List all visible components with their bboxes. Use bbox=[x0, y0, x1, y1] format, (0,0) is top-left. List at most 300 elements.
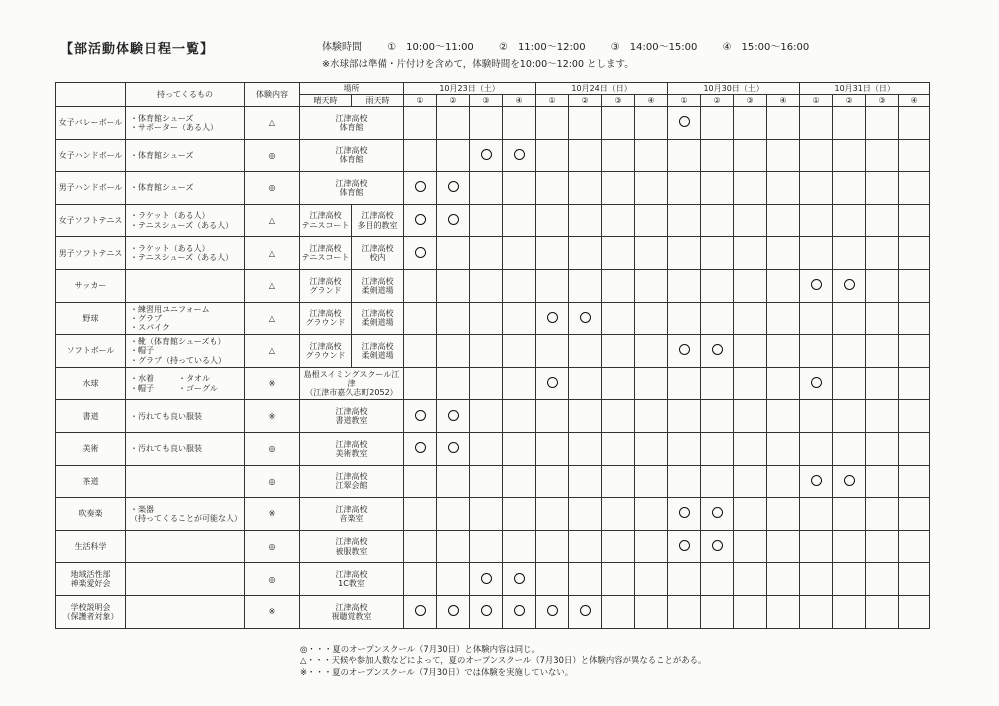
circle-mark-icon bbox=[415, 442, 426, 453]
schedule-cell bbox=[404, 400, 437, 433]
schedule-cell bbox=[899, 302, 930, 335]
club-name: 書道 bbox=[56, 400, 126, 433]
schedule-cell bbox=[536, 465, 569, 498]
header-items: 持ってくるもの bbox=[126, 83, 245, 107]
schedule-cell bbox=[701, 498, 734, 531]
schedule-cell bbox=[437, 400, 470, 433]
schedule-cell bbox=[767, 498, 800, 531]
schedule-cell bbox=[767, 563, 800, 596]
content-symbol: ※ bbox=[245, 595, 300, 628]
club-name: 水球 bbox=[56, 367, 126, 400]
place-sunny: 江津高校 美術教室 bbox=[300, 432, 404, 465]
item-line: ・汚れても良い服装 bbox=[130, 411, 202, 421]
schedule-cell bbox=[404, 269, 437, 302]
schedule-cell bbox=[734, 107, 767, 140]
schedule-cell bbox=[734, 432, 767, 465]
schedule-cell bbox=[800, 107, 833, 140]
schedule-cell bbox=[866, 530, 899, 563]
schedule-cell bbox=[503, 139, 536, 172]
item-line: ・汚れても良い服装 bbox=[130, 444, 202, 454]
schedule-cell bbox=[569, 465, 602, 498]
schedule-cell bbox=[569, 172, 602, 205]
schedule-cell bbox=[437, 465, 470, 498]
schedule-cell bbox=[767, 335, 800, 368]
schedule-cell bbox=[602, 595, 635, 628]
schedule-cell bbox=[437, 367, 470, 400]
schedule-cell bbox=[833, 204, 866, 237]
schedule-cell bbox=[503, 563, 536, 596]
place-sunny: 江津高校 グラウンド bbox=[300, 302, 352, 335]
schedule-cell bbox=[635, 172, 668, 205]
schedule-cell bbox=[734, 269, 767, 302]
schedule-cell bbox=[602, 269, 635, 302]
content-symbol: ◎ bbox=[245, 563, 300, 596]
place-sunny: 江津高校 体育館 bbox=[300, 172, 404, 205]
club-name: 生活科学 bbox=[56, 530, 126, 563]
circle-mark-icon bbox=[514, 573, 525, 584]
footnote-double-circle: ◎・・・夏のオープンスクール（7月30日）と体験内容は同じ。 bbox=[300, 644, 540, 654]
circle-mark-icon bbox=[712, 344, 723, 355]
schedule-cell bbox=[470, 465, 503, 498]
schedule-cell bbox=[602, 335, 635, 368]
schedule-cell bbox=[899, 563, 930, 596]
club-name: 女子バレーボール bbox=[56, 107, 126, 140]
schedule-cell bbox=[767, 400, 800, 433]
schedule-cell bbox=[635, 465, 668, 498]
items-to-bring bbox=[126, 107, 245, 140]
schedule-cell bbox=[668, 595, 701, 628]
schedule-cell bbox=[866, 400, 899, 433]
schedule-cell bbox=[800, 237, 833, 270]
item-line: ・練習用ユニフォーム bbox=[130, 304, 210, 314]
schedule-cell bbox=[470, 237, 503, 270]
schedule-cell bbox=[734, 498, 767, 531]
content-symbol: ◎ bbox=[245, 172, 300, 205]
schedule-cell bbox=[503, 498, 536, 531]
schedule-cell bbox=[866, 595, 899, 628]
schedule-cell bbox=[767, 432, 800, 465]
header-slot: ① bbox=[404, 95, 437, 107]
schedule-cell bbox=[668, 269, 701, 302]
schedule-cell bbox=[701, 465, 734, 498]
header-day-1: 10月23日（土） bbox=[404, 83, 536, 95]
schedule-cell bbox=[602, 563, 635, 596]
schedule-cell bbox=[899, 335, 930, 368]
schedule-cell bbox=[701, 237, 734, 270]
schedule-cell bbox=[437, 335, 470, 368]
schedule-cell bbox=[536, 595, 569, 628]
schedule-cell bbox=[470, 204, 503, 237]
table-row bbox=[56, 204, 930, 237]
schedule-cell bbox=[701, 367, 734, 400]
header-day-2: 10月24日（日） bbox=[536, 83, 668, 95]
items-to-bring bbox=[126, 400, 245, 433]
item-line: ・グラブ bbox=[130, 313, 162, 323]
schedule-cell bbox=[437, 204, 470, 237]
schedule-cell bbox=[866, 432, 899, 465]
schedule-cell bbox=[767, 172, 800, 205]
item-line: ・テニスシューズ（ある人） bbox=[130, 220, 234, 230]
header-slot: ③ bbox=[602, 95, 635, 107]
schedule-cell bbox=[866, 302, 899, 335]
schedule-cell bbox=[668, 204, 701, 237]
schedule-cell bbox=[668, 139, 701, 172]
schedule-cell bbox=[569, 400, 602, 433]
schedule-cell bbox=[734, 530, 767, 563]
schedule-cell bbox=[800, 595, 833, 628]
content-symbol: △ bbox=[245, 107, 300, 140]
items-to-bring bbox=[126, 302, 245, 335]
schedule-cell bbox=[437, 530, 470, 563]
schedule-cell bbox=[602, 400, 635, 433]
items-to-bring bbox=[126, 563, 245, 596]
header-slot: ③ bbox=[470, 95, 503, 107]
circle-mark-icon bbox=[547, 312, 558, 323]
club-name: 女子ハンドボール bbox=[56, 139, 126, 172]
schedule-cell bbox=[833, 432, 866, 465]
content-symbol: ◎ bbox=[245, 432, 300, 465]
schedule-cell bbox=[899, 269, 930, 302]
schedule-cell bbox=[404, 237, 437, 270]
header-place: 場所 bbox=[300, 83, 404, 95]
circle-mark-icon bbox=[448, 605, 459, 616]
schedule-cell bbox=[569, 530, 602, 563]
schedule-cell bbox=[635, 530, 668, 563]
schedule-cell bbox=[701, 595, 734, 628]
schedule-cell bbox=[668, 302, 701, 335]
circle-mark-icon bbox=[481, 573, 492, 584]
header-slot: ③ bbox=[866, 95, 899, 107]
items-to-bring bbox=[126, 139, 245, 172]
place-sunny: 江津高校 体育館 bbox=[300, 107, 404, 140]
schedule-cell bbox=[668, 107, 701, 140]
table-row bbox=[56, 465, 930, 498]
place-sunny: 江津高校 視聴覚教室 bbox=[300, 595, 404, 628]
schedule-cell bbox=[800, 563, 833, 596]
schedule-cell bbox=[602, 139, 635, 172]
experience-times bbox=[322, 38, 831, 53]
schedule-cell bbox=[470, 107, 503, 140]
schedule-cell bbox=[635, 237, 668, 270]
item-line: ・テニスシューズ（ある人） bbox=[130, 253, 234, 263]
header-content: 体験内容 bbox=[245, 83, 300, 107]
schedule-cell bbox=[503, 302, 536, 335]
schedule-cell bbox=[866, 269, 899, 302]
schedule-cell bbox=[437, 302, 470, 335]
place-sunny: 江津高校 音楽室 bbox=[300, 498, 404, 531]
place-sunny: 江津高校 体育館 bbox=[300, 139, 404, 172]
content-symbol: △ bbox=[245, 269, 300, 302]
schedule-cell bbox=[833, 237, 866, 270]
item-line: ・靴（体育館シューズも） bbox=[130, 337, 226, 347]
circle-mark-icon bbox=[679, 344, 690, 355]
schedule-cell bbox=[833, 107, 866, 140]
schedule-cell bbox=[899, 595, 930, 628]
schedule-cell bbox=[470, 595, 503, 628]
schedule-cell bbox=[536, 107, 569, 140]
items-to-bring bbox=[126, 335, 245, 368]
time-slot-1: ① 10:00～11:00 bbox=[387, 42, 474, 53]
club-name: 女子ソフトテニス bbox=[56, 204, 126, 237]
item-line: ・スパイク bbox=[130, 322, 170, 332]
schedule-cell bbox=[404, 432, 437, 465]
content-symbol: ◎ bbox=[245, 139, 300, 172]
circle-mark-icon bbox=[514, 149, 525, 160]
header-slot: ② bbox=[569, 95, 602, 107]
schedule-cell bbox=[470, 432, 503, 465]
schedule-cell bbox=[800, 204, 833, 237]
schedule-cell bbox=[899, 530, 930, 563]
header-slot: ① bbox=[536, 95, 569, 107]
schedule-cell bbox=[767, 269, 800, 302]
schedule-cell bbox=[866, 237, 899, 270]
schedule-cell bbox=[668, 237, 701, 270]
content-symbol: ※ bbox=[245, 400, 300, 433]
header-slot: ④ bbox=[899, 95, 930, 107]
table-row bbox=[56, 237, 930, 270]
schedule-body bbox=[56, 107, 930, 629]
schedule-cell bbox=[503, 204, 536, 237]
schedule-cell bbox=[635, 139, 668, 172]
schedule-cell bbox=[569, 237, 602, 270]
schedule-cell bbox=[470, 302, 503, 335]
header-slot: ④ bbox=[767, 95, 800, 107]
schedule-cell bbox=[800, 465, 833, 498]
schedule-cell bbox=[734, 335, 767, 368]
header-slot: ② bbox=[437, 95, 470, 107]
schedule-cell bbox=[404, 107, 437, 140]
place-rainy: 江津高校 多目的教室 bbox=[352, 204, 404, 237]
schedule-cell bbox=[569, 498, 602, 531]
content-symbol: ◎ bbox=[245, 465, 300, 498]
content-symbol: ◎ bbox=[245, 530, 300, 563]
schedule-cell bbox=[602, 237, 635, 270]
table-row bbox=[56, 498, 930, 531]
table-row bbox=[56, 269, 930, 302]
item-line: （持ってくることが可能な人） bbox=[130, 513, 242, 523]
schedule-cell bbox=[536, 400, 569, 433]
circle-mark-icon bbox=[844, 475, 855, 486]
place-sunny: 江津高校 江翠会館 bbox=[300, 465, 404, 498]
time-slot-4: ④ 15:00～16:00 bbox=[722, 42, 810, 53]
water-polo-note: ※水球部は準備・片付けを含めて，体験時間を10:00～12:00 とします。 bbox=[322, 59, 634, 70]
place-sunny: 江津高校 グラウンド bbox=[300, 335, 352, 368]
schedule-cell bbox=[569, 432, 602, 465]
schedule-cell bbox=[899, 237, 930, 270]
schedule-cell bbox=[767, 367, 800, 400]
club-name: 男子ソフトテニス bbox=[56, 237, 126, 270]
content-symbol: ※ bbox=[245, 367, 300, 400]
schedule-cell bbox=[536, 172, 569, 205]
circle-mark-icon bbox=[514, 605, 525, 616]
circle-mark-icon bbox=[811, 279, 822, 290]
schedule-cell bbox=[767, 139, 800, 172]
schedule-cell bbox=[404, 530, 437, 563]
table-row bbox=[56, 595, 930, 628]
schedule-cell bbox=[767, 302, 800, 335]
circle-mark-icon bbox=[811, 475, 822, 486]
schedule-cell bbox=[833, 269, 866, 302]
item-line: ・楽器 bbox=[130, 504, 154, 514]
schedule-cell bbox=[767, 237, 800, 270]
schedule-cell bbox=[668, 563, 701, 596]
schedule-cell bbox=[800, 269, 833, 302]
schedule-cell bbox=[404, 498, 437, 531]
circle-mark-icon bbox=[679, 116, 690, 127]
time-slot-2: ② 11:00～12:00 bbox=[498, 42, 586, 53]
table-row bbox=[56, 400, 930, 433]
item-line: ・ラケット（ある人） bbox=[130, 243, 210, 253]
schedule-cell bbox=[866, 335, 899, 368]
schedule-cell bbox=[602, 302, 635, 335]
schedule-cell bbox=[767, 465, 800, 498]
circle-mark-icon bbox=[547, 377, 558, 388]
circle-mark-icon bbox=[679, 507, 690, 518]
schedule-cell bbox=[800, 302, 833, 335]
circle-mark-icon bbox=[481, 605, 492, 616]
schedule-cell bbox=[734, 595, 767, 628]
schedule-cell bbox=[767, 595, 800, 628]
schedule-cell bbox=[602, 498, 635, 531]
schedule-cell bbox=[833, 367, 866, 400]
club-name: 学校説明会 （保護者対象） bbox=[56, 595, 126, 628]
circle-mark-icon bbox=[415, 181, 426, 192]
table-row bbox=[56, 367, 930, 400]
content-symbol: △ bbox=[245, 237, 300, 270]
header-slot: ③ bbox=[734, 95, 767, 107]
header-rainy: 雨天時 bbox=[352, 95, 404, 107]
schedule-cell bbox=[635, 302, 668, 335]
circle-mark-icon bbox=[811, 377, 822, 388]
schedule-cell bbox=[833, 302, 866, 335]
schedule-cell bbox=[668, 367, 701, 400]
schedule-cell bbox=[800, 335, 833, 368]
schedule-cell bbox=[635, 269, 668, 302]
schedule-cell bbox=[734, 400, 767, 433]
schedule-cell bbox=[866, 172, 899, 205]
schedule-cell bbox=[866, 465, 899, 498]
item-line: ・ラケット（ある人） bbox=[130, 211, 210, 221]
items-to-bring bbox=[126, 498, 245, 531]
club-name: 野球 bbox=[56, 302, 126, 335]
schedule-cell bbox=[569, 302, 602, 335]
schedule-cell bbox=[635, 432, 668, 465]
circle-mark-icon bbox=[844, 279, 855, 290]
schedule-cell bbox=[833, 465, 866, 498]
schedule-cell bbox=[866, 367, 899, 400]
schedule-cell bbox=[866, 139, 899, 172]
schedule-cell bbox=[437, 237, 470, 270]
schedule-cell bbox=[701, 432, 734, 465]
schedule-cell bbox=[503, 269, 536, 302]
place-rainy: 江津高校 柔剣道場 bbox=[352, 335, 404, 368]
schedule-cell bbox=[404, 172, 437, 205]
schedule-cell bbox=[602, 172, 635, 205]
circle-mark-icon bbox=[547, 605, 558, 616]
circle-mark-icon bbox=[448, 181, 459, 192]
schedule-cell bbox=[833, 172, 866, 205]
schedule-cell bbox=[404, 302, 437, 335]
schedule-cell bbox=[899, 172, 930, 205]
place-sunny: 江津高校 テニスコート bbox=[300, 237, 352, 270]
schedule-cell bbox=[437, 498, 470, 531]
schedule-cell bbox=[734, 139, 767, 172]
circle-mark-icon bbox=[580, 312, 591, 323]
schedule-cell bbox=[899, 400, 930, 433]
content-symbol: △ bbox=[245, 204, 300, 237]
schedule-cell bbox=[503, 172, 536, 205]
schedule-cell bbox=[437, 432, 470, 465]
club-name: 地域活性部 神楽愛好会 bbox=[56, 563, 126, 596]
header-day-4: 10月31日（日） bbox=[800, 83, 930, 95]
schedule-cell bbox=[602, 465, 635, 498]
schedule-cell bbox=[470, 139, 503, 172]
schedule-cell bbox=[899, 367, 930, 400]
schedule-cell bbox=[437, 563, 470, 596]
schedule-cell bbox=[767, 107, 800, 140]
table-row bbox=[56, 432, 930, 465]
schedule-cell bbox=[404, 335, 437, 368]
schedule-cell bbox=[866, 498, 899, 531]
schedule-cell bbox=[470, 563, 503, 596]
schedule-cell bbox=[470, 269, 503, 302]
schedule-cell bbox=[866, 107, 899, 140]
schedule-cell bbox=[866, 563, 899, 596]
schedule-cell bbox=[701, 302, 734, 335]
schedule-cell bbox=[503, 335, 536, 368]
schedule-cell bbox=[470, 367, 503, 400]
schedule-cell bbox=[833, 498, 866, 531]
schedule-cell bbox=[734, 367, 767, 400]
schedule-cell bbox=[701, 139, 734, 172]
items-to-bring bbox=[126, 595, 245, 628]
place-sunny: 江津高校 被服教室 bbox=[300, 530, 404, 563]
schedule-cell bbox=[536, 335, 569, 368]
schedule-cell bbox=[899, 498, 930, 531]
schedule-cell bbox=[734, 302, 767, 335]
schedule-cell bbox=[899, 432, 930, 465]
content-symbol: △ bbox=[245, 302, 300, 335]
schedule-cell bbox=[404, 204, 437, 237]
schedule-cell bbox=[536, 498, 569, 531]
schedule-cell bbox=[503, 530, 536, 563]
items-to-bring bbox=[126, 530, 245, 563]
club-name: サッカー bbox=[56, 269, 126, 302]
circle-mark-icon bbox=[415, 214, 426, 225]
item-line: ・サポーター（ある人） bbox=[130, 122, 218, 132]
schedule-cell bbox=[899, 107, 930, 140]
schedule-cell bbox=[536, 530, 569, 563]
schedule-cell bbox=[767, 530, 800, 563]
items-to-bring bbox=[126, 204, 245, 237]
schedule-cell bbox=[569, 563, 602, 596]
schedule-cell bbox=[635, 204, 668, 237]
footnote-asterisk: ※・・・夏のオープンスクール（7月30日）では体験を実施していない。 bbox=[300, 666, 574, 677]
circle-mark-icon bbox=[448, 442, 459, 453]
schedule-cell bbox=[734, 204, 767, 237]
place-rainy: 江津高校 柔剣道場 bbox=[352, 269, 404, 302]
schedule-cell bbox=[734, 172, 767, 205]
schedule-cell bbox=[437, 595, 470, 628]
table-row bbox=[56, 563, 930, 596]
circle-mark-icon bbox=[712, 507, 723, 518]
schedule-cell bbox=[668, 498, 701, 531]
schedule-cell bbox=[470, 335, 503, 368]
schedule-cell bbox=[404, 139, 437, 172]
content-symbol: △ bbox=[245, 335, 300, 368]
schedule-cell bbox=[800, 530, 833, 563]
footnotes bbox=[300, 644, 706, 678]
